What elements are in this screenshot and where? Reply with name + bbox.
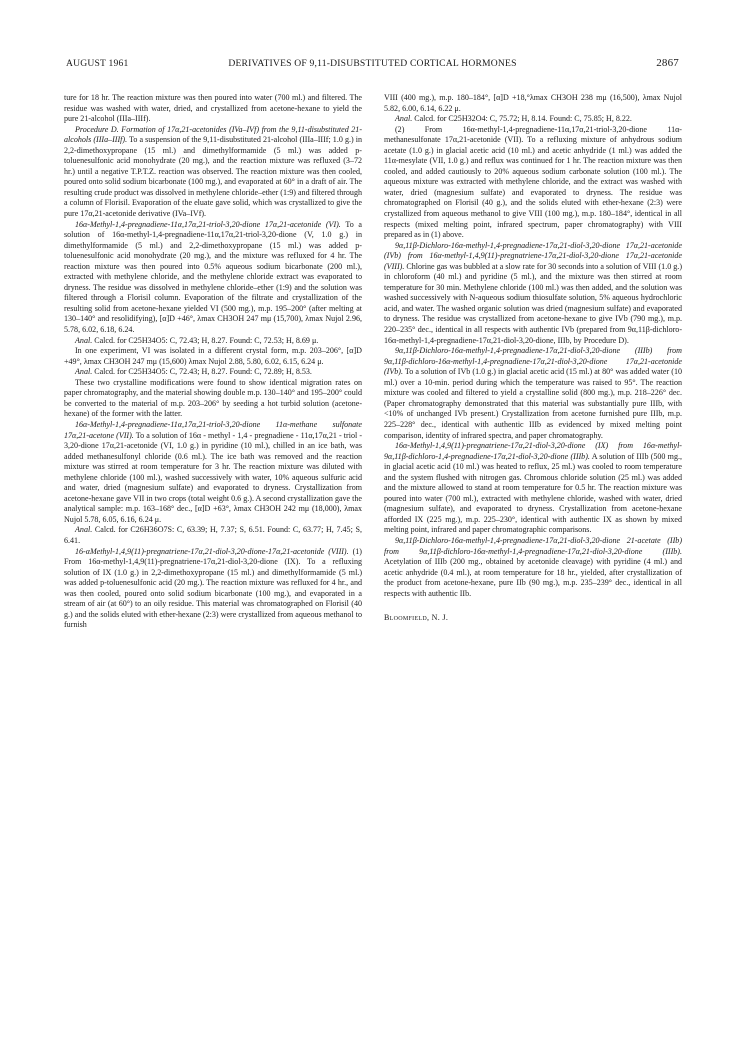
paragraph (384, 125, 682, 241)
paragraph-text: ture for 18 hr. The reaction mixture was then poured into water (700 ml.) and filtered. The residue was washed with water, dried, and crystallized from acetone-hexane to yield the pure 21-alcohol (IIIa–IIIf). (64, 93, 362, 124)
paragraph-heading: Anal. (75, 335, 93, 345)
paragraph-text: (2) From 16α-methyl-1,4-pregnadiene-11α,17α,21-triol-3,20-dione 11α-methanesulfonate 17α,21-acetonide (VII). To a refluxing mixture of anhydrous sodium acetate (1.0 g.) in glacial acetic acid (10 ml.) and acetic anhydride (1 ml.) was added the 11α-mesylate (VII, 1.0 g.) and reflux was continued for 1 hr. The reaction mixture was then cooled, and added cautiously to 20% aqueous sodium carbonate solution (100 ml.). The aqueous mixture was extracted with methylene chloride, and the extract was washed with water, dried (magnesium sulfate) and evaporated to dryness. The residue was chromatographed on Florisil (40 g.), and the solids eluted with ether-hexane (2:3) were crystallized from aqueous methanol to give VIII (100 mg.), m.p. 180–184°, identical in all respects (mixed melting point, infrared spectrum, paper chromatography) with VIII prepared as in (1) above. (384, 124, 682, 240)
left-column (64, 93, 362, 631)
paragraph (384, 114, 682, 125)
paragraph (64, 220, 362, 336)
paragraph-heading: 9α,11β-Dichloro-16α-methyl-1,4-pregnadiene-17α,21-diol-3,20-dione (IIIb) from 9α,11β-dichloro-16α-methyl-1,4-pregnadiene-17α,21-diol-3,20-dione 17α,21-acetonide (IVb). (384, 346, 682, 377)
paragraph (384, 346, 682, 441)
paragraph-heading: Anal. (75, 367, 93, 377)
paragraph (64, 547, 362, 631)
paragraph-heading: 9α,11β-Dichloro-16α-methyl-1,4-pregnadiene-17α,21-diol-3,20-dione 17α,21-acetonide (IVb) from 16α-methyl-1,4,9(11)-pregnatriene-17α,21-diol-3,20-dione 17α,21-acetonide (VIII). (384, 240, 682, 271)
paragraph (384, 241, 682, 346)
paragraph-text: Calcd. for C25H34O5: C, 72.43; H, 8.27. Found: C, 72.53; H, 8.69 μ. (92, 335, 319, 345)
paragraph-text: These two crystalline modifications were found to show identical migration rates on paper chromatography, and the material showing double m.p. 130–140° and 195–200° could be converted to the material of m.p. 203–206° by seeding a hot turbid solution (acetone-hexane) of the former with the latter. (64, 377, 362, 419)
paragraph (384, 441, 682, 536)
right-column (384, 93, 682, 624)
paragraph-text: To a solution of IVb (1.0 g.) in glacial acetic acid (15 ml.) at 80° was added water (10 ml.) over a 10-min. period during which the temperature was raised to 95°. The reaction mixture was cooled and filtered to yield a crystalline solid (800 mg.), m.p. 218–226° dec. (Paper chromatography demonstrated that this material was substantially pure IIIb, with <10% of unchanged IVb present.) Crystallization from acetone furnished pure IIIb, m.p. 225–228° dec., identical with authentic IIIb as evidenced by mixed melting point comparison, identity of infrared spectra, and paper chromatography. (384, 367, 682, 440)
paragraph-text: Acetylation of IIIb (200 mg., obtained by acetonide cleavage) with pyridine (4 ml.) and acetic anhydride (0.4 ml.), at room temperature for 18 hr., yielded, after crystallization of the product from acetone-hexane, pure IIb (90 mg.), m.p. 235–239° dec., identical in all respects with authentic IIb. (384, 557, 682, 598)
paragraph-heading: 16α-Methyl-1,4-pregnadiene-11α,17α,21-triol-3,20-dione 17α,21-acetonide (VI). (75, 219, 341, 229)
paragraph-heading: 9α,11β-Dichloro-16α-methyl-1,4-pregnadiene-17α,21-diol-3,20-dione 21-acetate (IIb) from 9α,11β-dichloro-16α-methyl-1,4-pregnadiene-17α,21-diol-3,20-dione (IIIb). (384, 535, 682, 556)
continued-paragraph (384, 93, 682, 114)
continued-paragraph (64, 93, 362, 125)
paragraph-text: (1) From 16α-methyl-1,4,9(11)-pregnatriene-17α,21-diol-3,20-dione (IX). To a refluxing solution of IX (1.0 g.) in 2,2-dimethoxypropane (15 ml.) and dimethylformamide (5 ml.) was added p-toluenesulfonic acid (20 mg.). The reaction mixture was refluxed for 4 hr., and was then cooled, poured onto solid sodium bicarbonate (100 mg.), and evaporated in a stream of air (at 60°) to an oily residue. This material was chromatographed on Florisil (40 g.) and the solids eluted with ether-hexane (2:3) were crystallized from aqueous methanol to furnish (64, 546, 362, 630)
paragraph-text: To a solution of 16α-methyl-1,4-pregnadiene-11α,17α,21-triol-3,20-dione (V, 1.0 g.) in dimethylformamide (5 ml.) and 2,2-dimethoxypropane (15 ml.) was added p-toluenesulfonic acid monohydrate (20 mg.), and the mixture was refluxed for 4 hr. The reaction mixture was then poured into 0.5% aqueous sodium bicarbonate (200 ml.), extracted with methylene chloride, and the methylene chloride extract was evaporated to dryness. The residue was dissolved in methylene chloride–ether (1:9) and the solution was filtered through a Florisil column. Evaporation of the filtrate and crystallization of the resulting solid from acetone-hexane yielded VI (500 mg.), m.p. 195–200° (after melting at 130–140° and resolidifying), [α]D +46°, λmax CH3OH 247 mμ (15,700), λmax Nujol 2.96, 5.78, 6.02, 6.18, 6.24. (64, 219, 363, 335)
paragraph (384, 536, 682, 599)
paragraph-heading: Anal. (395, 114, 413, 124)
author-affiliation: Bloomfield, N. J. (384, 613, 449, 623)
paragraph-text: Calcd. for C26H36O7S: C, 63.39; H, 7.37; S, 6.51. Found: C, 63.77; H, 7.45; S, 6.41. (64, 525, 362, 545)
paragraph (64, 336, 362, 347)
header-title: DERIVATIVES OF 9,11-DISUBSTITUTED CORTICAL HORMONES (228, 58, 517, 69)
paragraph-heading: 16α-Methyl-1,4,9(11)-pregnatriene-17α,21-diol-3,20-dione (IX) from 16α-methyl-9α,11β-dichloro-1,4-pregnadiene-17α,21-diol-3,20-dione (IIIb). (384, 441, 682, 461)
paragraph-text: In one experiment, VI was isolated in a different crystal form, m.p. 203–206°, [α]D +49°, λmax CH3OH 247 mμ (15,600) λmax Nujol 2.88, 5.80, 6.02, 6.15, 6.24 μ. (64, 346, 362, 366)
paragraph-text: To a solution of 16α - methyl - 1,4 - pregnadiene - 11α,17α,21 - triol - 3,20-dione 17α,21-acetonide (VI, 1.0 g.) in pyridine (10 ml.), chilled in an ice bath, was added methanesulfonyl chloride (0.6 ml.). The ice bath was removed and the reaction mixture was stirred at room temperature for 3 hr. The reaction mixture was diluted with methylene chloride (100 ml.), washed successively with water, 10% aqueous sulfuric acid and water, dried (magnesium sulfate) and evaporated to dryness. Crystallization from acetone-hexane gave VII in two crops (total weight 0.6 g.). A second crystallization gave the analytical sample: m.p. 163–168° dec., [α]D +63°, λmax CH3OH 242 mμ (18,000), λmax Nujol 5.78, 6.05, 6.16, 6.24 μ. (64, 430, 363, 524)
page-number: 2867 (656, 57, 679, 69)
paragraph-heading: Anal. (75, 525, 93, 535)
paragraph (64, 346, 362, 367)
header-date: AUGUST 1961 (66, 58, 129, 69)
paragraph-heading: Procedure D. Formation of 17α,21-acetonides (IVa–IVf) from the 9,11-disubstituted 21-alcohols (IIIa–IIIf). (64, 124, 362, 145)
paragraph (64, 125, 362, 220)
paragraph-text: To a suspension of the 9,11-disubstituted 21-alcohol (IIIa–IIIf; 1.0 g.) in 2,2-dimethoxypropane (15 ml.) and dimethylformamide (5 ml.) was added p-toluenesulfonic acid monohydrate (20 mg.), and the reaction mixture was refluxed (3–72 hr.) until a negative T.P.T.Z. reaction was observed. The reaction mixture was then cooled, poured onto solid sodium bicarbonate (100 mg.), and evaporated at 60° in a draft of air. The resulting crude product was dissolved in methylene chloride–ether (1:9) and filtered through a column of Florisil. Evaporation of the eluate gave solid, which was crystallized to give the pure 17α,21-acetonide derivative (IVa–IVf). (64, 135, 363, 219)
paragraph-heading: 16α-Methyl-1,4-pregnadiene-11α,17α,21-triol-3,20-dione 11α-methane sulfonate 17α,21-acetone (VII). (64, 419, 362, 440)
paragraph (64, 525, 362, 546)
paragraph-text: A solution of IIIb (500 mg., in glacial acetic acid (10 ml.) was heated to reflux, 25 ml.) was cooled to room temperature and the system flushed with nitrogen gas. Chromous chloride solution (25 ml.) was added and the mixture allowed to stand at room temperature for 0.5 hr. The reaction mixture was poured into water (700 ml.), extracted with methylene chloride, washed with water, dried (magnesium sulfate), and evaporated to dryness. Crystallization from acetone-hexane afforded IX (225 mg.), m.p. 225–230°, identical with authentic IX as shown by mixed melting point, infrared and paper chromatographic comparisons. (384, 451, 682, 535)
paragraph (64, 367, 362, 378)
paragraph-text: VIII (400 mg.), m.p. 180–184°, [α]D +18,°λmax CH3OH 238 mμ (16,500), λmax Nujol 5.82, 6.00, 6.14, 6.22 μ. (384, 93, 682, 113)
paragraph-text: Chlorine gas was bubbled at a slow rate for 30 seconds into a solution of VIII (1.0 g.) in chloroform (40 ml.) and pyridine (5 ml.), and the mixture was then stirred at room temperature for 30 min. Methylene chloride (100 ml.) was then added, and the solution was washed successively with N-aqueous sodium thiosulfate solution, 5% aqueous hydrochloric acid, and water. The washed organic solution was dried (magnesium sulfate) and evaporated to dryness. The residue was crystallized from acetone-hexane to give IVb (790 mg.), m.p. 220–235° dec., identical in all respects with authentic IVb (prepared from 9α,11β-dichloro-16α-methyl-1,4-pregnadiene-17α,21-diol-3,20-dione, IIIb, by Procedure D). (384, 261, 682, 345)
paragraph-text: Calcd. for C25H34O5: C, 72.43; H, 8.27. Found: C, 72.89; H, 8.53. (92, 367, 312, 377)
paragraph (64, 420, 362, 525)
running-header (66, 58, 679, 72)
paragraph-heading: 16-αMethyl-1,4,9(11)-pregnatriene-17α,21-diol-3,20-dione-17α,21-acetonide (VIII). (75, 546, 349, 556)
paragraph-text: Calcd. for C25H32O4: C, 75.72; H, 8.14. Found: C, 75.85; H, 8.22. (412, 114, 632, 124)
paragraph (64, 378, 362, 420)
